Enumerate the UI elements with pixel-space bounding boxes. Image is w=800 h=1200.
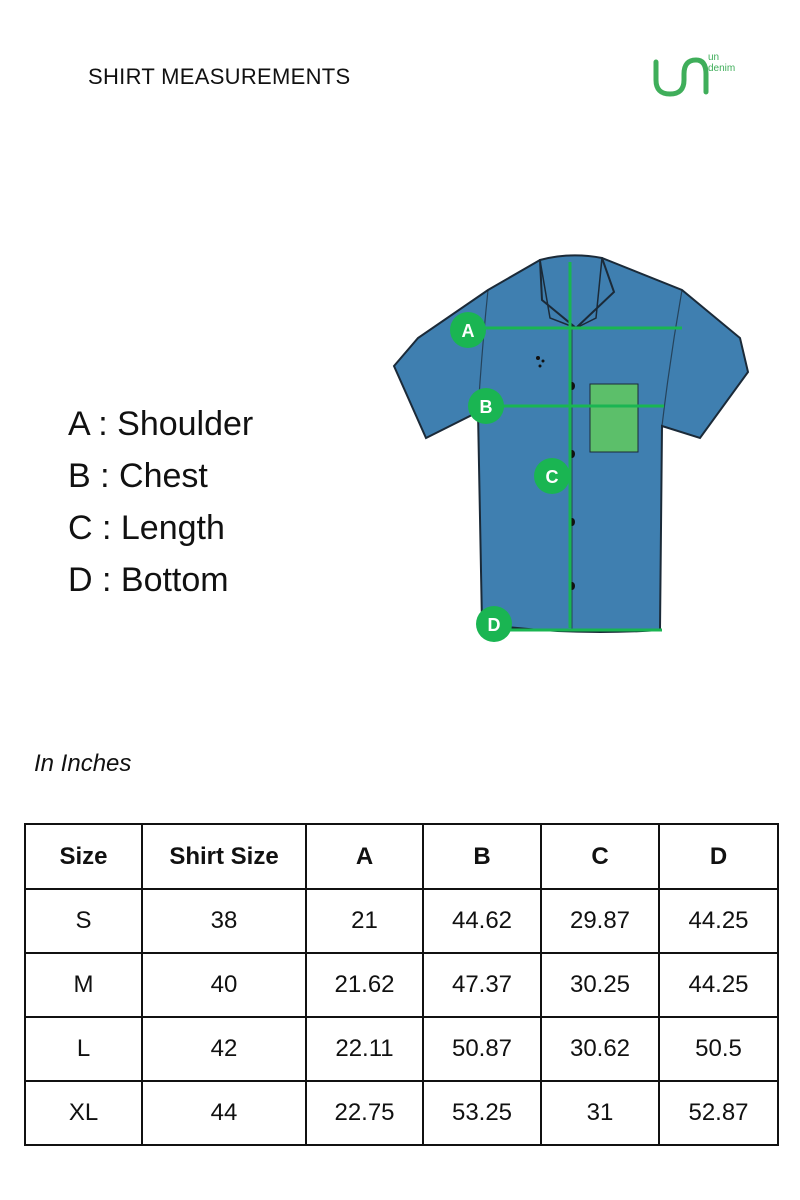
- table-cell: 52.87: [659, 1081, 778, 1145]
- logo-line-un: un: [708, 52, 720, 63]
- table-cell: 22.75: [306, 1081, 423, 1145]
- table-cell: 44.62: [423, 889, 541, 953]
- table-cell: S: [25, 889, 142, 953]
- header-shirt-size: Shirt Size: [142, 824, 306, 889]
- table-cell: 38: [142, 889, 306, 953]
- marker-b-label: B: [479, 397, 493, 417]
- table-cell: 21: [306, 889, 423, 953]
- logo-line-denim: denim: [708, 63, 736, 74]
- table-cell: XL: [25, 1081, 142, 1145]
- table-row: [25, 953, 778, 1017]
- table-cell: 47.37: [423, 953, 541, 1017]
- chest-pocket: [590, 384, 638, 452]
- marker-b: [468, 388, 504, 424]
- table-cell: 44.25: [659, 953, 778, 1017]
- header-c: C: [541, 824, 659, 889]
- table-cell: 31: [541, 1081, 659, 1145]
- table-cell: 21.62: [306, 953, 423, 1017]
- table-cell: L: [25, 1017, 142, 1081]
- table-cell: 40: [142, 953, 306, 1017]
- header-d: D: [659, 824, 778, 889]
- marker-a: [450, 312, 486, 348]
- table-header-row: [25, 824, 778, 889]
- header-a: A: [306, 824, 423, 889]
- size-chart-table: [24, 823, 779, 1146]
- table-cell: 30.25: [541, 953, 659, 1017]
- table-cell: 50.87: [423, 1017, 541, 1081]
- page-title: SHIRT MEASUREMENTS: [88, 64, 351, 89]
- units-note: In Inches: [34, 750, 132, 777]
- table-cell: 29.87: [541, 889, 659, 953]
- marker-c: [534, 458, 570, 494]
- legend-item-shoulder: A : Shoulder: [68, 405, 254, 443]
- marker-a-label: A: [461, 321, 475, 341]
- table-cell: M: [25, 953, 142, 1017]
- marker-c-label: C: [545, 467, 559, 487]
- table-cell: 44: [142, 1081, 306, 1145]
- table-cell: 22.11: [306, 1017, 423, 1081]
- legend-item-chest: B : Chest: [68, 457, 208, 495]
- table-cell: 44.25: [659, 889, 778, 953]
- shirt-diagram: [390, 248, 760, 658]
- table-row: [25, 1081, 778, 1145]
- table-cell: 50.5: [659, 1017, 778, 1081]
- marker-d: [476, 606, 512, 642]
- table-row: [25, 1017, 778, 1081]
- legend-item-length: C : Length: [68, 509, 225, 547]
- table-cell: 30.62: [541, 1017, 659, 1081]
- logo-text: [708, 52, 735, 74]
- legend-item-bottom: D : Bottom: [68, 561, 229, 599]
- header-b: B: [423, 824, 541, 889]
- table-row: [25, 889, 778, 953]
- marker-d-label: D: [487, 615, 501, 635]
- measurement-legend: [68, 398, 253, 606]
- header-size: Size: [25, 824, 142, 889]
- table-cell: 53.25: [423, 1081, 541, 1145]
- table-cell: 42: [142, 1017, 306, 1081]
